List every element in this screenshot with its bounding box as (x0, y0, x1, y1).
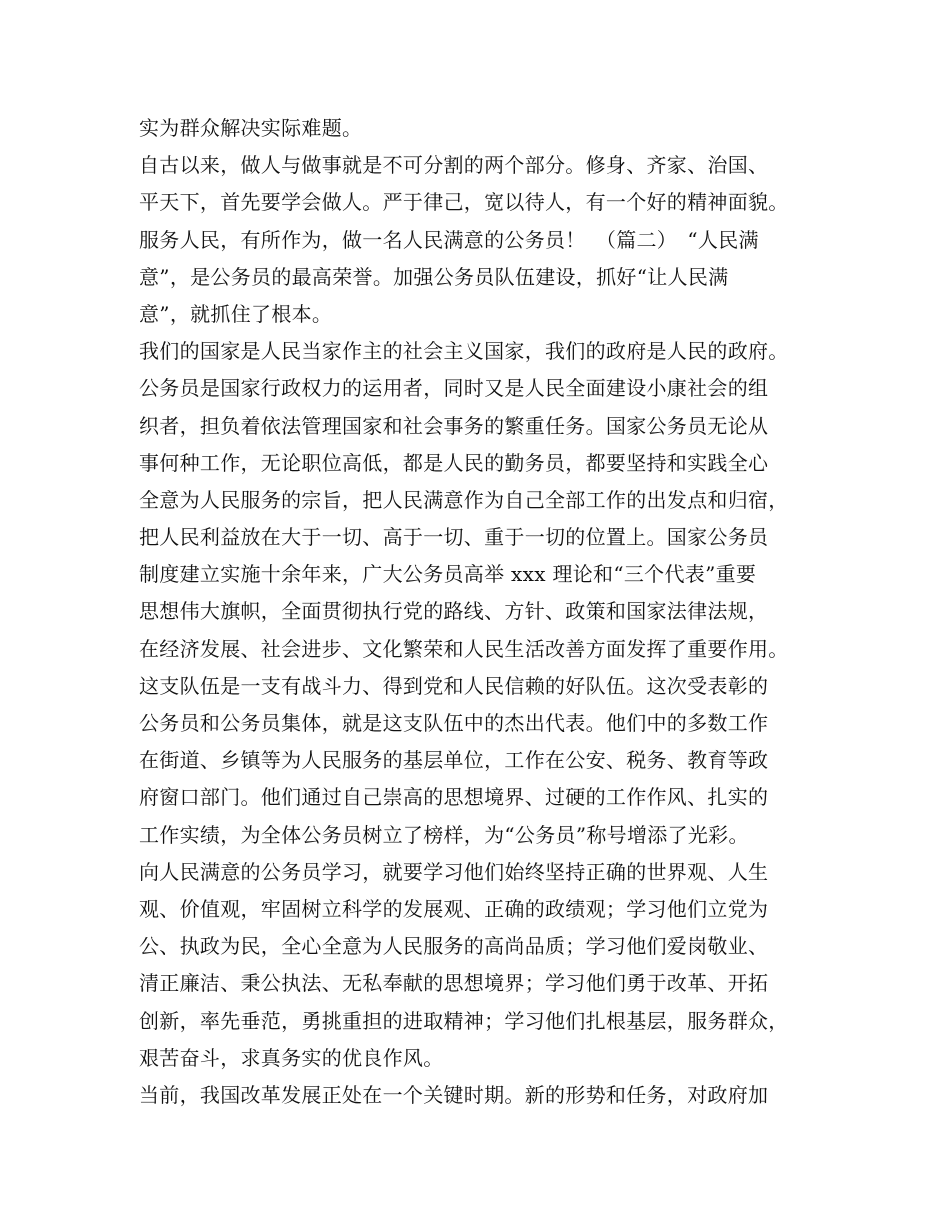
text-line: 公、执政为民，全心全意为人民服务的高尚品质；学习他们爱岗敬业、 (139, 934, 769, 959)
text-line: 在街道、乡镇等为人民服务的基层单位，工作在公安、税务、教育等政 (139, 748, 769, 773)
text-line: 清正廉洁、秉公执法、无私奉献的思想境界；学习他们勇于改革、开拓 (139, 971, 769, 996)
text-line: 工作实绩，为全体公务员树立了榜样，为“公务员”称号增添了光彩。 (139, 822, 749, 847)
text-line: 实为群众解决实际难题。 (139, 116, 363, 140)
text-line: 我们的国家是人民当家作主的社会主义国家，我们的政府是人民的政府。 (139, 339, 789, 364)
text-line: 向人民满意的公务员学习，就要学习他们始终坚持正确的世界观、人生 (139, 859, 769, 884)
text-line: 织者，担负着依法管理国家和社会事务的繁重任务。国家公务员无论从 (139, 413, 769, 438)
text-line: 意”，是公务员的最高荣誉。加强公务员队伍建设，抓好“让人民满 (139, 264, 729, 289)
text-line: 服务人民，有所作为，做一名人民满意的公务员！ （篇二） “人民满 (139, 227, 759, 252)
text-line: 府窗口部门。他们通过自己崇高的思想境界、过硬的工作作风、扎实的 (139, 785, 769, 810)
text-line: 全意为人民服务的宗旨，把人民满意作为自己全部工作的出发点和归宿， (139, 487, 789, 512)
text-line: 把人民利益放在大于一切、高于一切、重于一切的位置上。国家公务员 (139, 525, 769, 550)
body-text (139, 110, 829, 1114)
text-line: 当前，我国改革发展正处在一个关键时期。新的形势和任务，对政府加 (139, 1082, 769, 1107)
text-line: 制度建立实施十余年来，广大公务员高举 xxx 理论和“三个代表”重要 (139, 562, 757, 587)
text-line: 思想伟大旗帜，全面贯彻执行党的路线、方针、政策和国家法律法规， (139, 599, 769, 624)
text-line: 事何种工作，无论职位高低，都是人民的勤务员，都要坚持和实践全心 (139, 450, 769, 475)
text-line: 公务员是国家行政权力的运用者，同时又是人民全面建设小康社会的组 (139, 376, 769, 401)
text-line: 意”，就抓住了根本。 (139, 301, 333, 326)
text-line: 创新，率先垂范，勇挑重担的进取精神；学习他们扎根基层，服务群众， (139, 1008, 789, 1033)
text-line: 这支队伍是一支有战斗力、得到党和人民信赖的好队伍。这次受表彰的 (139, 673, 769, 698)
text-line: 自古以来，做人与做事就是不可分割的两个部分。修身、齐家、治国、 (139, 153, 769, 178)
text-line: 观、价值观，牢固树立科学的发展观、正确的政绩观；学习他们立党为 (139, 896, 769, 921)
text-line: 公务员和公务员集体，就是这支队伍中的杰出代表。他们中的多数工作 (139, 711, 769, 735)
text-line: 艰苦奋斗，求真务实的优良作风。 (139, 1045, 444, 1070)
text-line: 在经济发展、社会进步、文化繁荣和人民生活改善方面发挥了重要作用。 (139, 636, 789, 661)
text-line: 平天下，首先要学会做人。严于律己，宽以待人，有一个好的精神面貌。 (139, 190, 789, 215)
